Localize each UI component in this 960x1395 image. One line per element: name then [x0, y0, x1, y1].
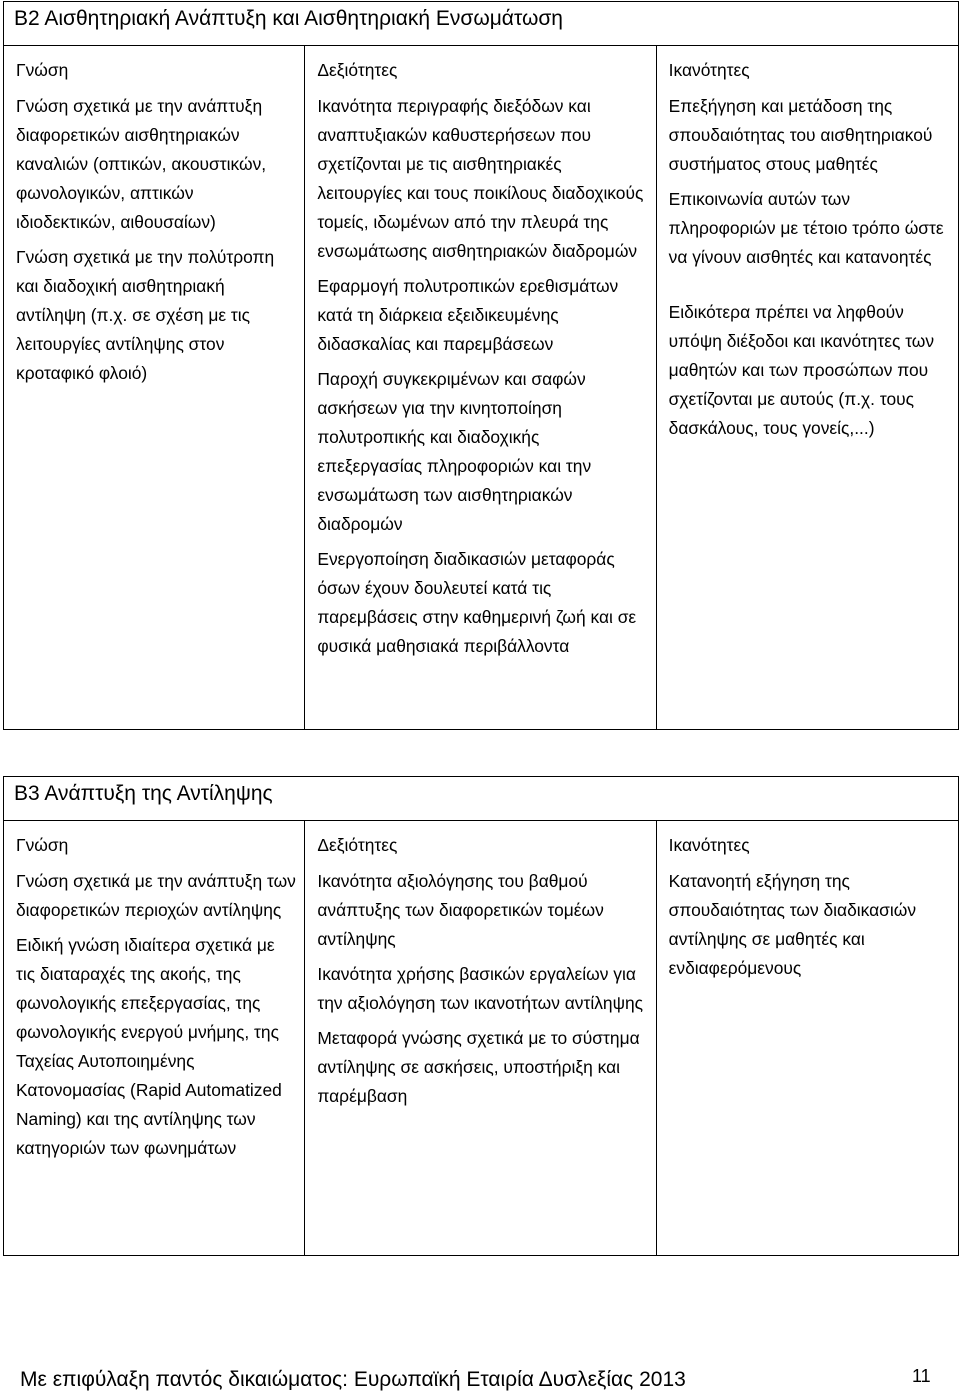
section-columns: [4, 46, 958, 729]
competences-paragraph: Κατανοητή εξήγηση της σπουδαιότητας των διαδικασιών αντίληψης σε μαθητές και ενδιαφερόμενους: [668, 871, 917, 978]
competences-paragraph: Επικοινωνία αυτών των πληροφοριών με τέτοιο τρόπο ώστε να γίνουν αισθητές και κατανοητές: [668, 189, 944, 267]
knowledge-column: [4, 821, 304, 1255]
section-title: Β3 Ανάπτυξη της Αντίληψης: [4, 777, 958, 821]
column-header: Γνώση: [16, 60, 69, 80]
column-header: Ικανότητες: [668, 835, 750, 855]
competences-paragraph: Ειδικότερα πρέπει να ληφθούν υπόψη διέξοδοι και ικανότητες των μαθητών και των προσώπων που σχετίζονται με αυτούς (π.χ. τους δασκάλους, τους γονείς,...): [668, 302, 935, 438]
column-header: Γνώση: [16, 835, 69, 855]
skills-column: [304, 46, 655, 729]
skills-column: [304, 821, 655, 1255]
competences-column: [656, 821, 958, 1255]
knowledge-paragraph: Ειδική γνώση ιδιαίτερα σχετικά με τις διαταραχές της ακοής, της φωνολογικής επεξεργασίας, της φωνολογικής ενεργού μνήμης, της Ταχείας Αυτοποιημένης Κατονομασίας (Rapid Automatized Naming) και της αντίληψης των κατηγοριών των φωνημάτων: [16, 935, 282, 1158]
knowledge-paragraph: Γνώση σχετικά με την πολύτροπη και διαδοχική αισθητηριακή αντίληψη (π.χ. σε σχέση με τις λειτουργίες αντίληψης στον κροταφικό φλοιό): [16, 247, 275, 383]
skills-paragraph: Ικανότητα περιγραφής διεξόδων και αναπτυξιακών καθυστερήσεων που σχετίζονται με τις αισθητηριακές λειτουργίες και τους ποικίλους διαδοχικούς τομείς, ιδωμένων από την πλευρά της ενσωμάτωσης αισθητηριακών διαδρομών: [317, 96, 644, 261]
knowledge-paragraph: Γνώση σχετικά με την ανάπτυξη διαφορετικών αισθητηριακών καναλιών (οπτικών, ακουστικών, φωνολογικών, απτικών ιδιοδεκτικών, αιθουσαίων): [16, 96, 267, 232]
competences-column: [656, 46, 958, 729]
skills-paragraph: Εφαρμογή πολυτροπικών ερεθισμάτων κατά τη διάρκεια εξειδικευμένης διδασκαλίας και παρεμβάσεων: [317, 276, 619, 354]
column-header: Δεξιότητες: [317, 835, 398, 855]
skills-paragraph: Παροχή συγκεκριμένων και σαφών ασκήσεων για την κινητοποίηση πολυτροπικής και διαδοχικής επεξεργασίας πληροφοριών και την ενσωμάτωση των αισθητηριακών διαδρομών: [317, 369, 592, 534]
competences-paragraph: Επεξήγηση και μετάδοση της σπουδαιότητας του αισθητηριακού συστήματος στους μαθητές: [668, 96, 933, 174]
knowledge-column: [4, 46, 304, 729]
section-b2: [3, 1, 959, 730]
knowledge-paragraph: Γνώση σχετικά με την ανάπτυξη των διαφορετικών περιοχών αντίληψης: [16, 871, 296, 920]
column-header: Δεξιότητες: [317, 60, 398, 80]
page-number: 11: [912, 1366, 931, 1386]
skills-paragraph: Ενεργοποίηση διαδικασιών μεταφοράς όσων έχουν δουλευτεί κατά τις παρεμβάσεις στην καθημερινή ζωή και σε φυσικά μαθησιακά περιβάλλοντα: [317, 549, 637, 656]
section-b3: [3, 776, 959, 1256]
column-header: Ικανότητες: [668, 60, 750, 80]
skills-paragraph: Ικανότητα χρήσης βασικών εργαλείων για την αξιολόγηση των ικανοτήτων αντίληψης: [317, 964, 644, 1013]
skills-paragraph: Μεταφορά γνώσης σχετικά με το σύστημα αντίληψης σε ασκήσεις, υποστήριξη και παρέμβαση: [317, 1028, 640, 1106]
section-title: Β2 Αισθητηριακή Ανάπτυξη και Αισθητηριακή Ενσωμάτωση: [4, 2, 958, 46]
skills-paragraph: Ικανότητα αξιολόγησης του βαθμού ανάπτυξης των διαφορετικών τομέων αντίληψης: [317, 871, 604, 949]
copyright-footer: Με επιφύλαξη παντός δικαιώματος: Ευρωπαϊκή Εταιρία Δυσλεξίας 2013: [20, 1368, 686, 1391]
section-columns: [4, 821, 958, 1255]
